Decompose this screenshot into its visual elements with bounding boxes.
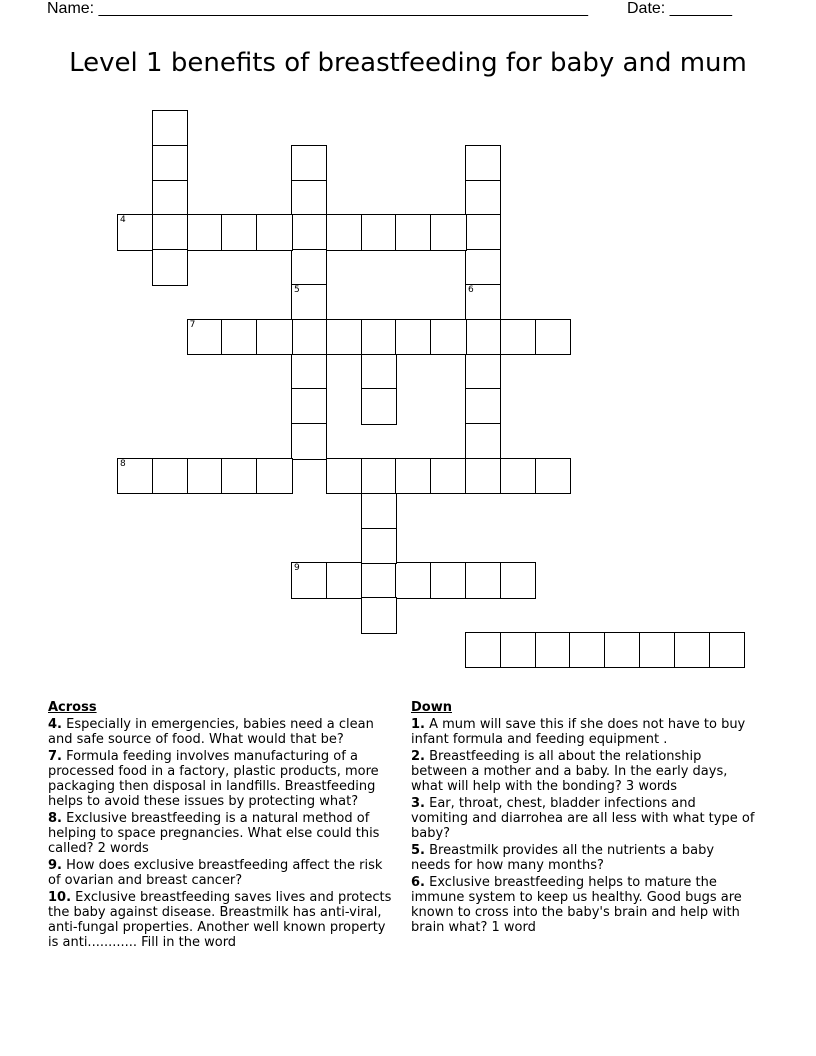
grid-cell[interactable] bbox=[117, 214, 153, 250]
grid-cell[interactable] bbox=[291, 354, 327, 390]
grid-cell[interactable] bbox=[291, 249, 327, 285]
grid-cell[interactable] bbox=[395, 458, 431, 494]
grid-cell[interactable] bbox=[361, 388, 397, 424]
clue-text: A mum will save this if she does not have to buy infant formula and feeding equipment . bbox=[411, 717, 746, 747]
grid-cell[interactable] bbox=[291, 562, 327, 598]
grid-cell[interactable] bbox=[500, 458, 536, 494]
grid-cell[interactable] bbox=[361, 458, 397, 494]
clue-text: Especially in emergencies, babies need a clean and safe source of food. What would that be? bbox=[48, 717, 374, 747]
across-heading: Across bbox=[48, 700, 97, 715]
across-clue bbox=[48, 749, 396, 809]
across-clue bbox=[48, 811, 396, 856]
clue-text: Exclusive breastfeeding saves lives and protects the baby against disease. Breastmilk has anti-viral, anti-fungal properties. Another well known property is anti............ Fill in the word bbox=[48, 890, 392, 950]
clue-text: Breastfeeding is all about the relationship between a mother and a baby. In the early days, what will help with the bonding? 3 words bbox=[411, 749, 728, 794]
grid-cell[interactable] bbox=[361, 493, 397, 529]
grid-cell[interactable] bbox=[500, 562, 536, 598]
across-clue bbox=[48, 717, 396, 747]
grid-cell[interactable] bbox=[291, 319, 327, 355]
grid-cell[interactable] bbox=[291, 423, 327, 459]
name-line: Name: _______________________________________________________ bbox=[47, 0, 588, 17]
grid-cell[interactable] bbox=[361, 562, 397, 598]
clue-number: 1. bbox=[411, 717, 425, 732]
grid-cell[interactable] bbox=[395, 562, 431, 598]
grid-cell[interactable] bbox=[152, 458, 188, 494]
grid-cell[interactable] bbox=[465, 319, 501, 355]
grid-cell[interactable] bbox=[500, 319, 536, 355]
grid-cell[interactable] bbox=[361, 214, 397, 250]
clue-number: 6. bbox=[411, 875, 425, 890]
clue-number-label: 5 bbox=[294, 285, 300, 295]
grid-cell[interactable] bbox=[117, 458, 153, 494]
grid-cell[interactable] bbox=[326, 214, 362, 250]
grid-cell[interactable] bbox=[639, 632, 675, 668]
grid-cell[interactable] bbox=[361, 354, 397, 390]
grid-cell[interactable] bbox=[291, 214, 327, 250]
date-line: Date: _______ bbox=[627, 0, 732, 17]
grid-cell[interactable] bbox=[465, 284, 501, 320]
across-clues bbox=[48, 700, 396, 952]
clue-number: 2. bbox=[411, 749, 425, 764]
grid-cell[interactable] bbox=[291, 180, 327, 216]
across-clue bbox=[48, 890, 396, 950]
clue-number: 10. bbox=[48, 890, 72, 905]
down-clue bbox=[411, 843, 756, 873]
grid-cell[interactable] bbox=[187, 458, 223, 494]
grid-cell[interactable] bbox=[187, 319, 223, 355]
grid-cell[interactable] bbox=[291, 145, 327, 181]
grid-cell[interactable] bbox=[326, 319, 362, 355]
grid-cell[interactable] bbox=[326, 562, 362, 598]
clue-number-label: 7 bbox=[189, 319, 196, 330]
grid-cell[interactable] bbox=[361, 597, 397, 633]
clue-text: How does exclusive breastfeeding affect the risk of ovarian and breast cancer? bbox=[48, 858, 383, 888]
grid-cell[interactable] bbox=[221, 458, 257, 494]
grid-cell[interactable] bbox=[465, 562, 501, 598]
grid-cell[interactable] bbox=[291, 284, 327, 320]
clue-number: 4. bbox=[48, 717, 62, 732]
clue-text: Ear, throat, chest, bladder infections and vomiting and diarrohea are all less with what type of baby? bbox=[411, 796, 755, 841]
down-clue bbox=[411, 796, 756, 841]
down-clue bbox=[411, 875, 756, 935]
clue-text: Exclusive breastfeeding helps to mature the immune system to keep us healthy. Good bugs are known to cross into the baby's brain and help with brain what? 1 word bbox=[411, 875, 742, 935]
grid-cell[interactable] bbox=[152, 249, 188, 285]
grid-cell[interactable] bbox=[430, 458, 466, 494]
grid-cell[interactable] bbox=[395, 214, 431, 250]
clue-number: 9. bbox=[48, 858, 62, 873]
down-clue bbox=[411, 749, 756, 794]
grid-cell[interactable] bbox=[465, 214, 501, 250]
grid-cell[interactable] bbox=[535, 632, 571, 668]
clue-number: 8. bbox=[48, 811, 62, 826]
grid-cell[interactable] bbox=[361, 319, 397, 355]
grid-cell[interactable] bbox=[256, 319, 292, 355]
grid-cell[interactable] bbox=[465, 145, 501, 181]
grid-cell[interactable] bbox=[569, 632, 605, 668]
grid-cell[interactable] bbox=[535, 458, 571, 494]
clue-text: Breastmilk provides all the nutrients a baby needs for how many months? bbox=[411, 843, 715, 873]
grid-cell[interactable] bbox=[361, 528, 397, 564]
grid-cell[interactable] bbox=[256, 458, 292, 494]
grid-cell[interactable] bbox=[430, 319, 466, 355]
across-clue bbox=[48, 858, 396, 888]
grid-cell[interactable] bbox=[152, 145, 188, 181]
grid-cell[interactable] bbox=[709, 632, 745, 668]
grid-cell[interactable] bbox=[430, 214, 466, 250]
grid-cell[interactable] bbox=[604, 632, 640, 668]
clue-text: Formula feeding involves manufacturing of a processed food in a factory, plastic products, more packaging then disposal in landfills. Breastfeeding helps to avoid these issues by protecting what? bbox=[48, 749, 379, 809]
clue-text: Exclusive breastfeeding is a natural method of helping to space pregnancies. What else could this called? 2 words bbox=[48, 811, 380, 856]
grid-cell[interactable] bbox=[221, 319, 257, 355]
grid-cell[interactable] bbox=[187, 214, 223, 250]
clue-number: 3. bbox=[411, 796, 425, 811]
grid-cell[interactable] bbox=[430, 562, 466, 598]
grid-cell[interactable] bbox=[395, 319, 431, 355]
grid-cell[interactable] bbox=[465, 180, 501, 216]
grid-cell[interactable] bbox=[326, 458, 362, 494]
grid-cell[interactable] bbox=[256, 214, 292, 250]
grid-cell[interactable] bbox=[465, 249, 501, 285]
down-clue bbox=[411, 717, 756, 747]
grid-cell[interactable] bbox=[152, 180, 188, 216]
grid-cell[interactable] bbox=[221, 214, 257, 250]
clue-number-label: 6 bbox=[468, 285, 474, 295]
grid-cell[interactable] bbox=[152, 110, 188, 146]
clue-number-label: 9 bbox=[294, 563, 300, 574]
grid-cell[interactable] bbox=[291, 388, 327, 424]
grid-cell[interactable] bbox=[465, 354, 501, 390]
page-title: Level 1 benefits of breastfeeding for baby and mum bbox=[69, 48, 747, 78]
clue-number: 5. bbox=[411, 843, 425, 858]
clue-number-label: 4 bbox=[120, 215, 126, 226]
grid-cell[interactable] bbox=[465, 423, 501, 459]
grid-cell[interactable] bbox=[465, 388, 501, 424]
grid-cell[interactable] bbox=[535, 319, 571, 355]
down-clues bbox=[411, 700, 756, 937]
grid-cell[interactable] bbox=[152, 214, 188, 250]
grid-cell[interactable] bbox=[500, 632, 536, 668]
grid-cell[interactable] bbox=[674, 632, 710, 668]
grid-cell[interactable] bbox=[465, 632, 501, 668]
clue-number-label: 8 bbox=[120, 459, 126, 469]
clue-number: 7. bbox=[48, 749, 62, 764]
down-heading: Down bbox=[411, 700, 452, 715]
grid-cell[interactable] bbox=[465, 458, 501, 494]
